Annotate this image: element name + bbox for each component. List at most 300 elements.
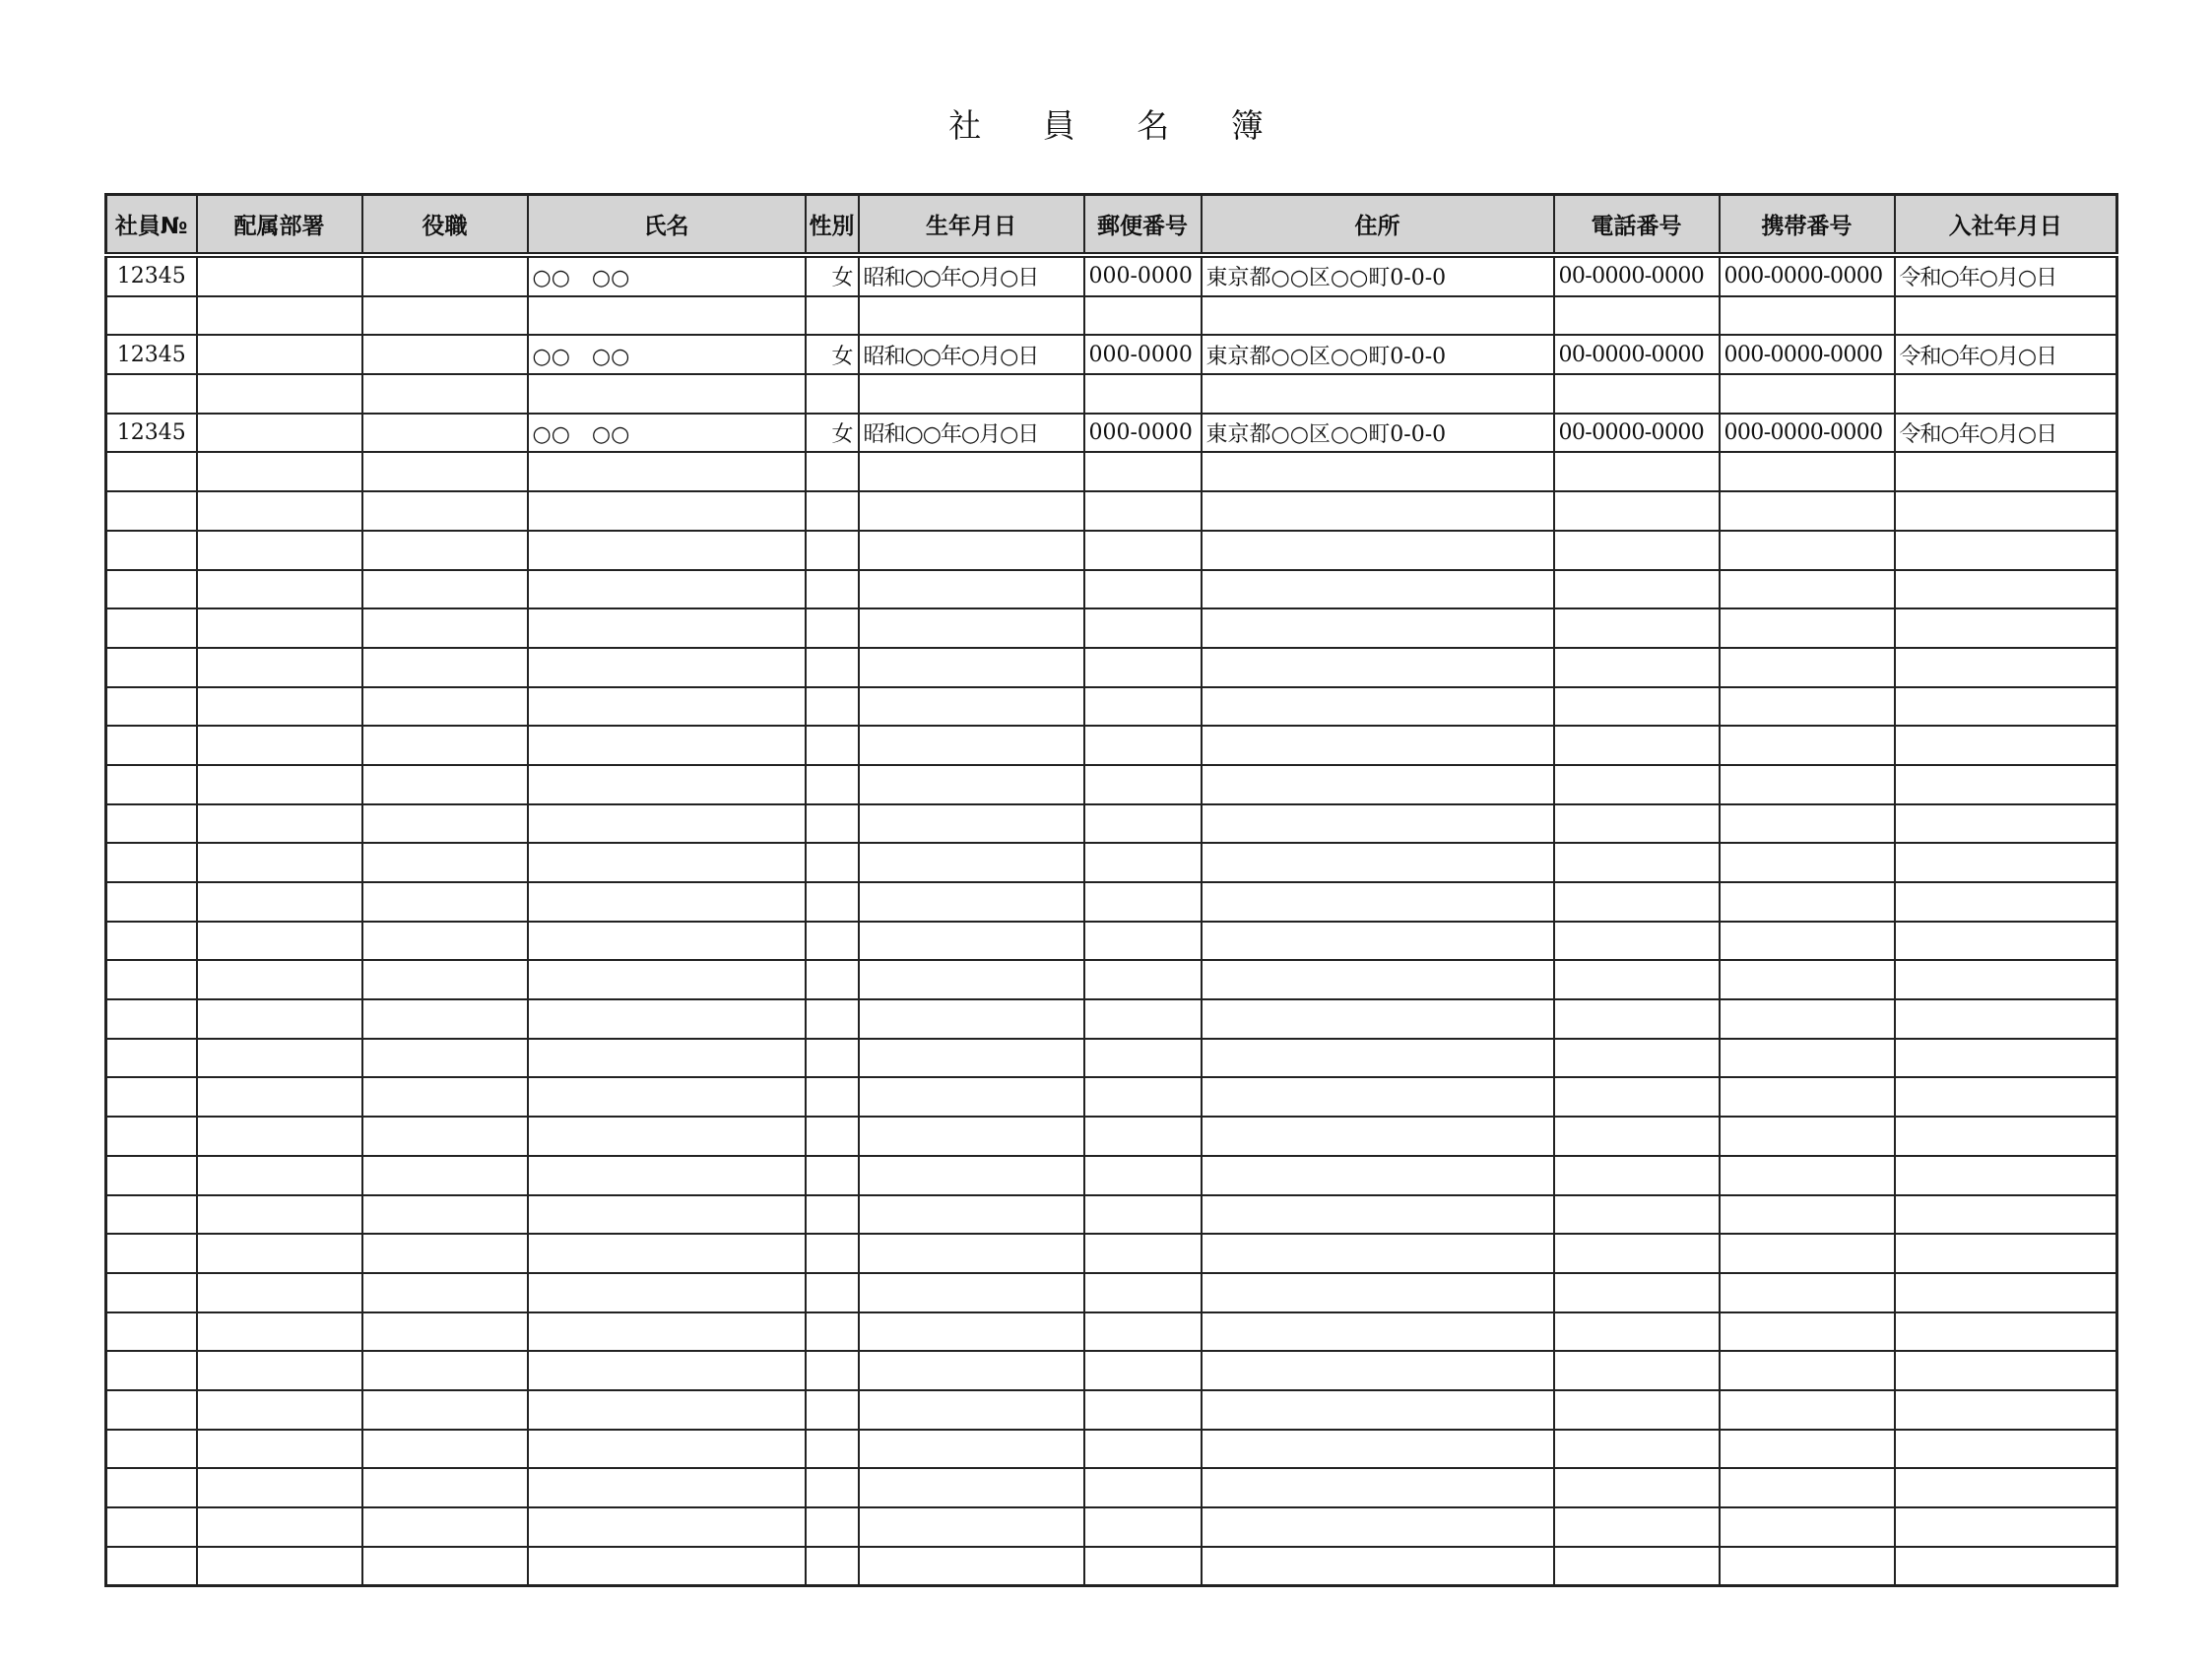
cell-department[interactable]: [197, 843, 362, 882]
cell-phone[interactable]: [1554, 1117, 1720, 1156]
cell-birthdate[interactable]: [859, 1077, 1084, 1117]
cell-department[interactable]: [197, 1077, 362, 1117]
cell-phone[interactable]: [1554, 1234, 1720, 1273]
cell-address[interactable]: [1202, 843, 1554, 882]
cell-department[interactable]: [197, 374, 362, 414]
cell-join-date[interactable]: 令和○年○月○日: [1895, 255, 2117, 296]
cell-address[interactable]: [1202, 1117, 1554, 1156]
cell-phone[interactable]: [1554, 1156, 1720, 1195]
cell-join-date[interactable]: [1895, 452, 2117, 491]
cell-address[interactable]: [1202, 1468, 1554, 1507]
cell-position[interactable]: [362, 999, 528, 1039]
cell-birthdate[interactable]: [859, 1468, 1084, 1507]
cell-address[interactable]: 東京都○○区○○町0-0-0: [1202, 414, 1554, 453]
cell-gender[interactable]: [806, 1351, 859, 1390]
cell-join-date[interactable]: [1895, 1390, 2117, 1430]
cell-address[interactable]: [1202, 296, 1554, 336]
cell-phone[interactable]: [1554, 1547, 1720, 1586]
cell-employee-no[interactable]: [106, 1390, 197, 1430]
cell-address[interactable]: [1202, 570, 1554, 609]
cell-join-date[interactable]: [1895, 1312, 2117, 1352]
cell-gender[interactable]: [806, 1195, 859, 1235]
cell-mobile[interactable]: [1720, 1430, 1895, 1469]
cell-employee-no[interactable]: [106, 1077, 197, 1117]
cell-employee-no[interactable]: [106, 1195, 197, 1235]
cell-postal-code[interactable]: [1084, 374, 1202, 414]
cell-address[interactable]: [1202, 491, 1554, 531]
cell-employee-no[interactable]: [106, 608, 197, 648]
cell-position[interactable]: [362, 843, 528, 882]
cell-birthdate[interactable]: 昭和○○年○月○日: [859, 335, 1084, 374]
cell-position[interactable]: [362, 570, 528, 609]
cell-mobile[interactable]: [1720, 374, 1895, 414]
cell-employee-no[interactable]: [106, 570, 197, 609]
cell-birthdate[interactable]: [859, 1273, 1084, 1312]
cell-join-date[interactable]: [1895, 491, 2117, 531]
cell-phone[interactable]: [1554, 1390, 1720, 1430]
cell-gender[interactable]: 女: [806, 414, 859, 453]
cell-gender[interactable]: [806, 1547, 859, 1586]
cell-employee-no[interactable]: [106, 452, 197, 491]
cell-postal-code[interactable]: [1084, 531, 1202, 570]
cell-position[interactable]: [362, 1468, 528, 1507]
cell-postal-code[interactable]: [1084, 687, 1202, 727]
cell-join-date[interactable]: [1895, 804, 2117, 844]
cell-join-date[interactable]: [1895, 531, 2117, 570]
cell-mobile[interactable]: [1720, 999, 1895, 1039]
cell-gender[interactable]: [806, 374, 859, 414]
cell-join-date[interactable]: [1895, 1234, 2117, 1273]
cell-position[interactable]: [362, 765, 528, 804]
cell-phone[interactable]: [1554, 922, 1720, 961]
cell-employee-no[interactable]: [106, 960, 197, 999]
cell-name[interactable]: [528, 1273, 806, 1312]
cell-join-date[interactable]: [1895, 960, 2117, 999]
cell-employee-no[interactable]: [106, 882, 197, 922]
cell-join-date[interactable]: [1895, 1117, 2117, 1156]
cell-join-date[interactable]: [1895, 374, 2117, 414]
cell-gender[interactable]: 女: [806, 255, 859, 296]
cell-employee-no[interactable]: [106, 1507, 197, 1547]
cell-join-date[interactable]: [1895, 1039, 2117, 1078]
cell-name[interactable]: [528, 1156, 806, 1195]
cell-birthdate[interactable]: [859, 608, 1084, 648]
cell-department[interactable]: [197, 999, 362, 1039]
cell-gender[interactable]: [806, 296, 859, 336]
cell-birthdate[interactable]: [859, 1234, 1084, 1273]
cell-department[interactable]: [197, 765, 362, 804]
cell-gender[interactable]: [806, 1312, 859, 1352]
cell-postal-code[interactable]: [1084, 960, 1202, 999]
cell-gender[interactable]: [806, 765, 859, 804]
cell-position[interactable]: [362, 726, 528, 765]
cell-position[interactable]: [362, 1507, 528, 1547]
cell-mobile[interactable]: [1720, 1077, 1895, 1117]
cell-mobile[interactable]: [1720, 1195, 1895, 1235]
cell-department[interactable]: [197, 1039, 362, 1078]
cell-birthdate[interactable]: [859, 1312, 1084, 1352]
cell-name[interactable]: [528, 1468, 806, 1507]
cell-address[interactable]: [1202, 1351, 1554, 1390]
cell-department[interactable]: [197, 452, 362, 491]
cell-postal-code[interactable]: [1084, 804, 1202, 844]
cell-address[interactable]: 東京都○○区○○町0-0-0: [1202, 335, 1554, 374]
cell-postal-code[interactable]: 000-0000: [1084, 255, 1202, 296]
cell-department[interactable]: [197, 531, 362, 570]
cell-mobile[interactable]: [1720, 570, 1895, 609]
cell-mobile[interactable]: [1720, 765, 1895, 804]
cell-name[interactable]: [528, 1351, 806, 1390]
cell-name[interactable]: [528, 296, 806, 336]
cell-gender[interactable]: [806, 648, 859, 687]
cell-phone[interactable]: [1554, 1312, 1720, 1352]
cell-employee-no[interactable]: [106, 726, 197, 765]
cell-phone[interactable]: [1554, 570, 1720, 609]
cell-employee-no[interactable]: [106, 648, 197, 687]
cell-name[interactable]: [528, 531, 806, 570]
cell-department[interactable]: [197, 1117, 362, 1156]
cell-postal-code[interactable]: [1084, 1156, 1202, 1195]
cell-postal-code[interactable]: [1084, 1273, 1202, 1312]
cell-birthdate[interactable]: [859, 726, 1084, 765]
cell-mobile[interactable]: [1720, 882, 1895, 922]
cell-address[interactable]: [1202, 1312, 1554, 1352]
cell-join-date[interactable]: [1895, 1507, 2117, 1547]
cell-gender[interactable]: [806, 452, 859, 491]
cell-employee-no[interactable]: 12345: [106, 255, 197, 296]
cell-address[interactable]: [1202, 726, 1554, 765]
cell-postal-code[interactable]: [1084, 296, 1202, 336]
cell-employee-no[interactable]: [106, 491, 197, 531]
cell-employee-no[interactable]: [106, 999, 197, 1039]
cell-gender[interactable]: [806, 726, 859, 765]
cell-position[interactable]: [362, 1390, 528, 1430]
cell-gender[interactable]: 女: [806, 335, 859, 374]
cell-birthdate[interactable]: [859, 1507, 1084, 1547]
cell-name[interactable]: [528, 1430, 806, 1469]
cell-phone[interactable]: [1554, 452, 1720, 491]
cell-name[interactable]: [528, 1234, 806, 1273]
cell-department[interactable]: [197, 922, 362, 961]
cell-phone[interactable]: [1554, 843, 1720, 882]
cell-birthdate[interactable]: [859, 960, 1084, 999]
cell-phone[interactable]: [1554, 687, 1720, 727]
cell-position[interactable]: [362, 531, 528, 570]
cell-mobile[interactable]: [1720, 296, 1895, 336]
cell-address[interactable]: [1202, 648, 1554, 687]
cell-mobile[interactable]: [1720, 1547, 1895, 1586]
cell-postal-code[interactable]: [1084, 648, 1202, 687]
cell-name[interactable]: [528, 843, 806, 882]
cell-employee-no[interactable]: [106, 1039, 197, 1078]
cell-join-date[interactable]: [1895, 1273, 2117, 1312]
cell-employee-no[interactable]: [106, 1234, 197, 1273]
cell-postal-code[interactable]: [1084, 1507, 1202, 1547]
cell-department[interactable]: [197, 1234, 362, 1273]
cell-employee-no[interactable]: [106, 1273, 197, 1312]
cell-mobile[interactable]: [1720, 1273, 1895, 1312]
cell-postal-code[interactable]: [1084, 1351, 1202, 1390]
cell-gender[interactable]: [806, 1390, 859, 1430]
cell-join-date[interactable]: [1895, 922, 2117, 961]
cell-department[interactable]: [197, 1273, 362, 1312]
cell-mobile[interactable]: [1720, 687, 1895, 727]
cell-postal-code[interactable]: [1084, 726, 1202, 765]
cell-gender[interactable]: [806, 1468, 859, 1507]
cell-phone[interactable]: 00-0000-0000: [1554, 335, 1720, 374]
cell-birthdate[interactable]: [859, 804, 1084, 844]
cell-postal-code[interactable]: [1084, 999, 1202, 1039]
cell-department[interactable]: [197, 1507, 362, 1547]
cell-postal-code[interactable]: [1084, 608, 1202, 648]
cell-address[interactable]: [1202, 374, 1554, 414]
cell-join-date[interactable]: 令和○年○月○日: [1895, 335, 2117, 374]
cell-mobile[interactable]: [1720, 1156, 1895, 1195]
cell-birthdate[interactable]: [859, 570, 1084, 609]
cell-phone[interactable]: 00-0000-0000: [1554, 255, 1720, 296]
cell-address[interactable]: [1202, 1234, 1554, 1273]
cell-gender[interactable]: [806, 804, 859, 844]
cell-phone[interactable]: [1554, 374, 1720, 414]
cell-department[interactable]: [197, 570, 362, 609]
cell-birthdate[interactable]: [859, 374, 1084, 414]
cell-postal-code[interactable]: [1084, 882, 1202, 922]
cell-department[interactable]: [197, 1468, 362, 1507]
cell-position[interactable]: [362, 1077, 528, 1117]
cell-position[interactable]: [362, 414, 528, 453]
cell-position[interactable]: [362, 452, 528, 491]
cell-phone[interactable]: [1554, 1507, 1720, 1547]
cell-phone[interactable]: [1554, 648, 1720, 687]
cell-gender[interactable]: [806, 531, 859, 570]
cell-gender[interactable]: [806, 491, 859, 531]
cell-employee-no[interactable]: [106, 1468, 197, 1507]
cell-birthdate[interactable]: [859, 1351, 1084, 1390]
cell-address[interactable]: [1202, 531, 1554, 570]
cell-postal-code[interactable]: [1084, 1430, 1202, 1469]
cell-birthdate[interactable]: [859, 531, 1084, 570]
cell-name[interactable]: [528, 452, 806, 491]
cell-gender[interactable]: [806, 843, 859, 882]
cell-phone[interactable]: [1554, 1273, 1720, 1312]
cell-birthdate[interactable]: 昭和○○年○月○日: [859, 414, 1084, 453]
cell-position[interactable]: [362, 1430, 528, 1469]
cell-address[interactable]: [1202, 882, 1554, 922]
cell-position[interactable]: [362, 1547, 528, 1586]
cell-join-date[interactable]: [1895, 687, 2117, 727]
cell-birthdate[interactable]: [859, 1195, 1084, 1235]
cell-postal-code[interactable]: [1084, 452, 1202, 491]
cell-birthdate[interactable]: [859, 648, 1084, 687]
cell-phone[interactable]: [1554, 1039, 1720, 1078]
cell-birthdate[interactable]: [859, 687, 1084, 727]
cell-join-date[interactable]: [1895, 1468, 2117, 1507]
cell-name[interactable]: [528, 804, 806, 844]
cell-postal-code[interactable]: [1084, 1195, 1202, 1235]
cell-employee-no[interactable]: [106, 296, 197, 336]
cell-phone[interactable]: [1554, 1351, 1720, 1390]
cell-join-date[interactable]: [1895, 1195, 2117, 1235]
cell-birthdate[interactable]: [859, 491, 1084, 531]
cell-employee-no[interactable]: [106, 1547, 197, 1586]
cell-address[interactable]: [1202, 1507, 1554, 1547]
cell-department[interactable]: [197, 296, 362, 336]
cell-birthdate[interactable]: [859, 843, 1084, 882]
cell-address[interactable]: [1202, 1273, 1554, 1312]
cell-phone[interactable]: [1554, 765, 1720, 804]
cell-join-date[interactable]: [1895, 882, 2117, 922]
cell-name[interactable]: [528, 999, 806, 1039]
cell-department[interactable]: [197, 804, 362, 844]
cell-department[interactable]: [197, 960, 362, 999]
cell-gender[interactable]: [806, 1117, 859, 1156]
cell-birthdate[interactable]: [859, 452, 1084, 491]
cell-name[interactable]: [528, 1077, 806, 1117]
cell-name[interactable]: [528, 1390, 806, 1430]
cell-postal-code[interactable]: [1084, 1039, 1202, 1078]
cell-join-date[interactable]: [1895, 999, 2117, 1039]
cell-name[interactable]: [528, 1507, 806, 1547]
cell-mobile[interactable]: [1720, 491, 1895, 531]
cell-join-date[interactable]: [1895, 765, 2117, 804]
cell-phone[interactable]: [1554, 726, 1720, 765]
cell-phone[interactable]: [1554, 1195, 1720, 1235]
cell-gender[interactable]: [806, 570, 859, 609]
cell-mobile[interactable]: [1720, 648, 1895, 687]
cell-postal-code[interactable]: [1084, 1312, 1202, 1352]
cell-join-date[interactable]: [1895, 843, 2117, 882]
cell-position[interactable]: [362, 1273, 528, 1312]
cell-position[interactable]: [362, 1312, 528, 1352]
cell-postal-code[interactable]: [1084, 1468, 1202, 1507]
cell-phone[interactable]: [1554, 531, 1720, 570]
cell-join-date[interactable]: [1895, 1077, 2117, 1117]
cell-department[interactable]: [197, 1390, 362, 1430]
cell-postal-code[interactable]: [1084, 491, 1202, 531]
cell-name[interactable]: [528, 726, 806, 765]
cell-mobile[interactable]: [1720, 1039, 1895, 1078]
cell-address[interactable]: [1202, 922, 1554, 961]
cell-phone[interactable]: [1554, 960, 1720, 999]
cell-phone[interactable]: [1554, 804, 1720, 844]
cell-gender[interactable]: [806, 1039, 859, 1078]
cell-address[interactable]: [1202, 960, 1554, 999]
cell-department[interactable]: [197, 1195, 362, 1235]
cell-name[interactable]: [528, 648, 806, 687]
cell-position[interactable]: [362, 1195, 528, 1235]
cell-join-date[interactable]: [1895, 1547, 2117, 1586]
cell-name[interactable]: [528, 570, 806, 609]
cell-join-date[interactable]: 令和○年○月○日: [1895, 414, 2117, 453]
cell-name[interactable]: ○○ ○○: [528, 335, 806, 374]
cell-name[interactable]: [528, 1039, 806, 1078]
cell-birthdate[interactable]: [859, 1547, 1084, 1586]
cell-position[interactable]: [362, 882, 528, 922]
cell-name[interactable]: [528, 1117, 806, 1156]
cell-address[interactable]: [1202, 1195, 1554, 1235]
cell-position[interactable]: [362, 296, 528, 336]
cell-gender[interactable]: [806, 999, 859, 1039]
cell-position[interactable]: [362, 1351, 528, 1390]
cell-birthdate[interactable]: [859, 1156, 1084, 1195]
cell-position[interactable]: [362, 1039, 528, 1078]
cell-mobile[interactable]: [1720, 1312, 1895, 1352]
cell-address[interactable]: [1202, 765, 1554, 804]
cell-postal-code[interactable]: 000-0000: [1084, 414, 1202, 453]
cell-phone[interactable]: [1554, 296, 1720, 336]
cell-mobile[interactable]: [1720, 804, 1895, 844]
cell-join-date[interactable]: [1895, 1351, 2117, 1390]
cell-employee-no[interactable]: [106, 804, 197, 844]
cell-name[interactable]: [528, 765, 806, 804]
cell-employee-no[interactable]: [106, 531, 197, 570]
cell-mobile[interactable]: [1720, 1468, 1895, 1507]
cell-employee-no[interactable]: [106, 765, 197, 804]
cell-address[interactable]: [1202, 1547, 1554, 1586]
cell-department[interactable]: [197, 687, 362, 727]
cell-birthdate[interactable]: [859, 1039, 1084, 1078]
cell-department[interactable]: [197, 414, 362, 453]
cell-department[interactable]: [197, 1430, 362, 1469]
cell-employee-no[interactable]: [106, 922, 197, 961]
cell-position[interactable]: [362, 648, 528, 687]
cell-postal-code[interactable]: [1084, 570, 1202, 609]
cell-gender[interactable]: [806, 1273, 859, 1312]
cell-position[interactable]: [362, 804, 528, 844]
cell-department[interactable]: [197, 1312, 362, 1352]
cell-position[interactable]: [362, 1234, 528, 1273]
cell-join-date[interactable]: [1895, 648, 2117, 687]
cell-position[interactable]: [362, 960, 528, 999]
cell-mobile[interactable]: [1720, 452, 1895, 491]
cell-birthdate[interactable]: [859, 1430, 1084, 1469]
cell-postal-code[interactable]: [1084, 1117, 1202, 1156]
cell-department[interactable]: [197, 1156, 362, 1195]
cell-phone[interactable]: [1554, 1468, 1720, 1507]
cell-phone[interactable]: [1554, 882, 1720, 922]
cell-mobile[interactable]: [1720, 608, 1895, 648]
cell-employee-no[interactable]: [106, 1430, 197, 1469]
cell-address[interactable]: [1202, 687, 1554, 727]
cell-gender[interactable]: [806, 1156, 859, 1195]
cell-department[interactable]: [197, 1547, 362, 1586]
cell-gender[interactable]: [806, 1234, 859, 1273]
cell-postal-code[interactable]: [1084, 1390, 1202, 1430]
cell-birthdate[interactable]: [859, 882, 1084, 922]
cell-name[interactable]: [528, 1195, 806, 1235]
cell-address[interactable]: [1202, 1039, 1554, 1078]
cell-mobile[interactable]: 000-0000-0000: [1720, 255, 1895, 296]
cell-address[interactable]: [1202, 1156, 1554, 1195]
cell-employee-no[interactable]: [106, 687, 197, 727]
cell-name[interactable]: [528, 491, 806, 531]
cell-employee-no[interactable]: [106, 374, 197, 414]
cell-department[interactable]: [197, 1351, 362, 1390]
cell-position[interactable]: [362, 608, 528, 648]
cell-postal-code[interactable]: [1084, 843, 1202, 882]
cell-mobile[interactable]: 000-0000-0000: [1720, 335, 1895, 374]
cell-phone[interactable]: [1554, 608, 1720, 648]
cell-name[interactable]: [528, 882, 806, 922]
cell-join-date[interactable]: [1895, 726, 2117, 765]
cell-name[interactable]: [528, 608, 806, 648]
cell-mobile[interactable]: 000-0000-0000: [1720, 414, 1895, 453]
cell-employee-no[interactable]: 12345: [106, 414, 197, 453]
cell-department[interactable]: [197, 255, 362, 296]
cell-postal-code[interactable]: [1084, 765, 1202, 804]
cell-department[interactable]: [197, 491, 362, 531]
cell-gender[interactable]: [806, 882, 859, 922]
